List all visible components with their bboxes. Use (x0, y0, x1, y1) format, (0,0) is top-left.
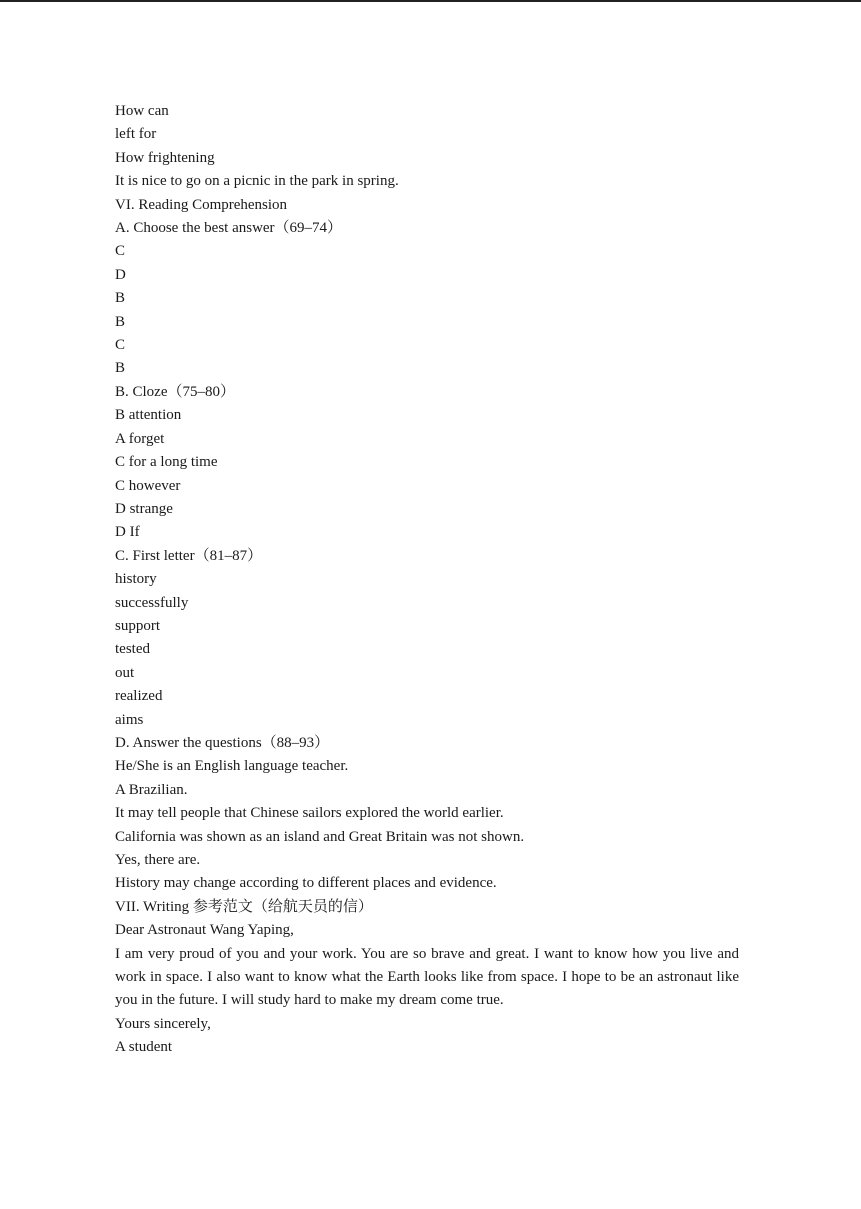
answer-line: Yes, there are. (115, 852, 201, 868)
letter-body: I am very proud of you and your work. You are so brave and great. I want to know how you live and work in space. I also want to know what the Earth looks like from space. I hope to be an astronaut like you in the future. I will study hard to make my dream come true. (115, 945, 739, 1009)
letter-greeting: Dear Astronaut Wang Yaping, (115, 922, 294, 939)
letter-closing: Yours sincerely, (115, 1015, 211, 1032)
answer-line: B (115, 360, 126, 377)
answer-key (115, 100, 739, 1060)
part-heading: B. Cloze（75–80） (115, 383, 235, 400)
part-heading: D. Answer the questions（88–93） (115, 734, 330, 751)
answer-line: aims (115, 711, 144, 728)
answer-line: C (115, 243, 126, 260)
answer-line: It may tell people that Chinese sailors explored the world earlier. (115, 805, 504, 822)
answer-line: tested (115, 641, 150, 658)
answer-line: How can (115, 103, 169, 119)
answer-line: D If (115, 524, 140, 541)
part-heading: C. First letter（81–87） (115, 547, 263, 564)
answer-line: History may change according to different places and evidence. (115, 875, 497, 892)
answer-line: A forget (115, 430, 165, 447)
answer-line: realized (115, 688, 163, 705)
answer-line: left for (115, 126, 157, 143)
section-heading: VI. Reading Comprehension (115, 196, 288, 213)
answer-line: B attention (115, 407, 182, 424)
answer-line: California was shown as an island and Great Britain was not shown. (115, 828, 525, 845)
section-heading: VII. Writing 参考范文（给航天员的信） (115, 898, 373, 915)
answer-line: out (115, 664, 135, 681)
answer-line: D (115, 266, 126, 283)
letter-signature: A student (115, 1039, 173, 1056)
answer-line: How frightening (115, 149, 215, 166)
answer-line: He/She is an English language teacher. (115, 758, 349, 775)
answer-line: C (115, 337, 126, 354)
answer-line: B (115, 313, 126, 330)
answer-line: B (115, 290, 126, 307)
part-heading: A. Choose the best answer（69–74） (115, 220, 343, 237)
answer-line: C however (115, 477, 181, 494)
top-border (0, 0, 861, 2)
answer-line: history (115, 571, 157, 588)
answer-line: A Brazilian. (115, 781, 188, 798)
answer-line: successfully (115, 594, 189, 611)
answer-line: C for a long time (115, 454, 218, 471)
answer-line: D strange (115, 500, 173, 517)
answer-line: It is nice to go on a picnic in the park in spring. (115, 173, 399, 190)
answer-line: support (115, 617, 160, 634)
